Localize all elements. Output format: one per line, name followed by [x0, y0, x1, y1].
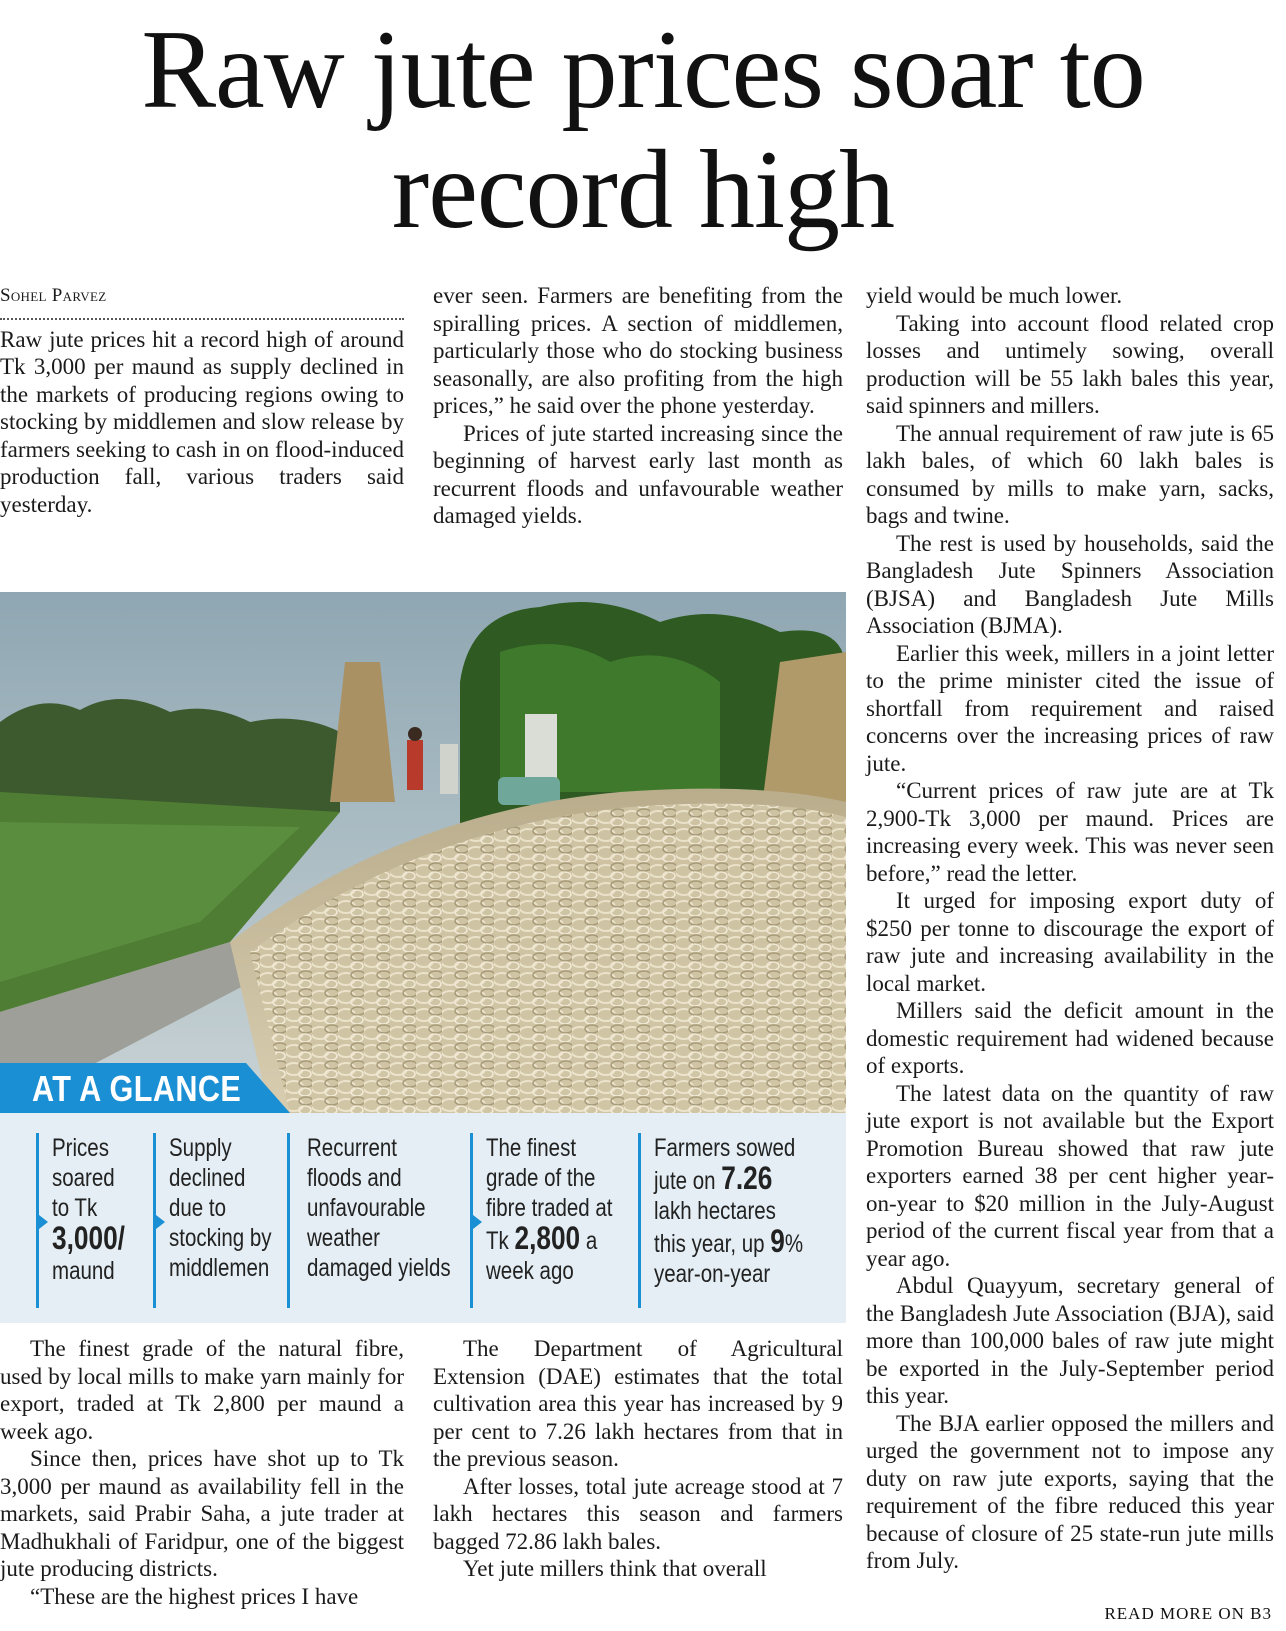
paragraph: yield would be much lower.: [866, 283, 1123, 308]
paragraph: The finest grade of the natural fibre, used by local mills to make yarn mainly for export, traded at Tk 2,800 per maund a week ago.: [0, 1336, 404, 1444]
headline-line-1: Raw jute prices soar to: [141, 8, 1145, 132]
glance-figure: 7.26: [721, 1160, 773, 1196]
column-1-bottom: [0, 1335, 404, 1610]
triangle-marker-icon: [39, 1215, 48, 1229]
glance-line: grade of the: [486, 1164, 596, 1192]
paragraph: The annual requirement of raw jute is 65 lakh bales, of which 60 lakh bales is consumed by mills to make yarn, sacks, bags and twine.: [866, 420, 1274, 528]
glance-line: Farmers sowed: [654, 1134, 796, 1162]
glance-line: declined: [169, 1164, 246, 1192]
glance-prefix: Tk: [486, 1227, 515, 1255]
paragraph: “These are the highest prices I have: [30, 1583, 359, 1609]
glance-text: [307, 1133, 471, 1283]
column-2-top: [433, 282, 843, 530]
glance-line: Supply: [169, 1134, 232, 1162]
glance-line: damaged yields: [307, 1254, 451, 1282]
triangle-marker-icon: [156, 1215, 165, 1229]
paragraph: ever seen. Farmers are benefiting from the spiralling prices. A section of middlemen, particularly those who do stocking business seasonally, are also profiting from the high prices,” he said over the phone yesterday.: [433, 283, 843, 418]
paragraph: The BJA earlier opposed the millers and urged the government not to impose any duty on raw jute exports, saying that the requirement of the fibre reduced this year because of closure of 25 state-run jute mills from July.: [866, 1410, 1274, 1573]
triangle-marker-icon: [473, 1215, 482, 1229]
glance-line: to Tk: [52, 1194, 98, 1222]
glance-line: unfavourable: [307, 1194, 426, 1222]
glance-line: Recurrent: [307, 1134, 398, 1162]
headline-line-2: record high: [391, 128, 895, 252]
glance-line: fibre traded at: [486, 1194, 613, 1222]
paragraph: Raw jute prices hit a record high of around Tk 3,000 per maund as supply declined in the markets of producing regions owing to stocking by middlemen and slow release by farmers seeking to cash in on flood-induced production fall, various traders said yesterday.: [0, 326, 404, 517]
glance-suffix: a: [580, 1227, 598, 1255]
column-3: [866, 282, 1274, 1575]
glance-line: stocking by: [169, 1224, 272, 1252]
glance-accent-bar: [638, 1133, 641, 1308]
glance-figure: 2,800: [514, 1220, 581, 1256]
glance-figure: 9: [770, 1223, 785, 1259]
paragraph: Since then, prices have shot up to Tk 3,000 per maund as availability fell in the markets, said Prabir Saha, a jute trader at Madhukhali of Faridpur, one of the biggest jute producing districts.: [0, 1446, 404, 1581]
column-1-top: [0, 282, 404, 518]
glance-line: [486, 1220, 650, 1256]
glance-line: [654, 1223, 818, 1259]
jute-photo: [0, 592, 846, 1113]
paragraph: The latest data on the quantity of raw jute export is not available but the Export Promotion Bureau showed that raw jute exporters earned 38 per cent higher year-on-year to $20 million in the July-August period of the current fiscal year from that a year ago.: [866, 1080, 1274, 1271]
paragraph: “Current prices of raw jute are at Tk 2,900-Tk 3,000 per maund. Prices are increasing every week. This was never seen before,” read the letter.: [866, 778, 1274, 886]
glance-line: The finest: [486, 1134, 577, 1162]
glance-line: due to: [169, 1194, 227, 1222]
glance-accent-bar: [287, 1133, 290, 1308]
glance-figure-suffix: /: [117, 1220, 125, 1256]
at-a-glance-panel: [0, 1113, 846, 1323]
paragraph: After losses, total jute acreage stood at 7 lakh hectares this season and farmers bagged 72.86 lakh bales.: [433, 1473, 843, 1554]
paragraph: Abdul Quayyum, secretary general of the Bangladesh Jute Association (BJA), said more than 100,000 bales of raw jute might be exported in the July-September period this year.: [866, 1273, 1274, 1408]
paragraph: Millers said the deficit amount in the domestic requirement had widened because of exports.: [866, 998, 1274, 1078]
glance-text: [654, 1133, 818, 1289]
glance-text: [486, 1133, 650, 1286]
byline: Sohel Parvez: [0, 282, 404, 320]
at-a-glance-title: AT A GLANCE: [32, 1068, 242, 1109]
headline: [0, 10, 1286, 250]
glance-line: weather: [307, 1224, 380, 1252]
at-a-glance-banner: [0, 1063, 300, 1113]
glance-line: [654, 1160, 818, 1196]
column-2-bottom: [433, 1335, 843, 1583]
paragraph: Prices of jute started increasing since the beginning of harvest early last month as recurrent floods and unfavourable weather damaged yields.: [433, 420, 843, 528]
paragraph: The Department of Agricultural Extension (DAE) estimates that the total cultivation area this year has increased by 9 per cent to 7.26 lakh hectares from that in the previous season.: [433, 1336, 843, 1471]
glance-line: maund: [52, 1257, 115, 1285]
paragraph: Earlier this week, millers in a joint letter to the prime minister cited the issue of shortfall from requirement and raised concerns over the increasing prices of raw jute.: [866, 640, 1274, 776]
glance-suffix: %: [784, 1230, 804, 1258]
glance-prefix: this year, up: [654, 1230, 771, 1258]
paragraph: Yet jute millers think that overall: [463, 1556, 767, 1581]
glance-line: floods and: [307, 1164, 402, 1192]
paragraph: It urged for imposing export duty of $250 per tonne to discourage the export of raw jute and increasing availability in the local market.: [866, 888, 1274, 996]
read-more-link[interactable]: READ MORE ON B3: [1104, 1604, 1272, 1623]
glance-line: lakh hectares: [654, 1197, 776, 1225]
glance-line: week ago: [486, 1257, 574, 1285]
glance-figure: 3,000: [52, 1220, 118, 1256]
glance-line: Prices: [52, 1134, 109, 1162]
paragraph: Taking into account flood related crop losses and untimely sowing, overall production will be 55 lakh bales this year, said spinners and millers.: [866, 310, 1274, 418]
paragraph: The rest is used by households, said the Bangladesh Jute Spinners Association (BJSA) and Bangladesh Jute Mills Association (BJMA).: [866, 530, 1274, 638]
glance-line: middlemen: [169, 1254, 270, 1282]
glance-line: soared: [52, 1164, 115, 1192]
glance-prefix: jute on: [654, 1167, 722, 1195]
glance-line: year-on-year: [654, 1260, 771, 1288]
